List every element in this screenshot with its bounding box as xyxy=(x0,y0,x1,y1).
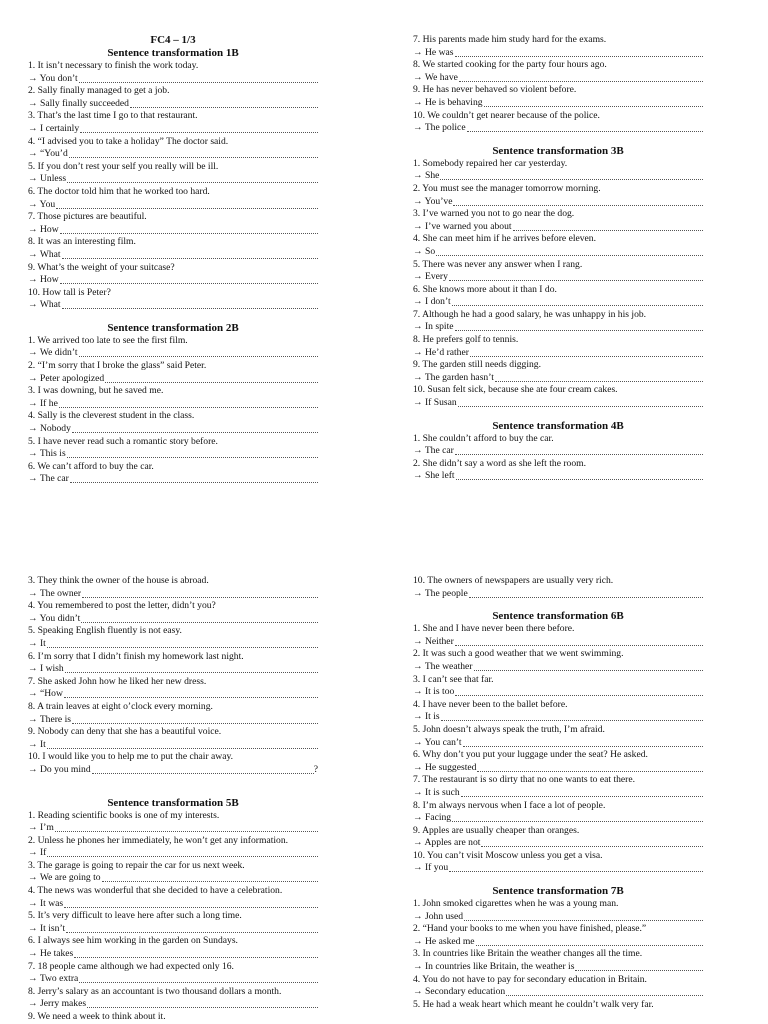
answer-end-mark: ? xyxy=(313,763,318,775)
answer-line xyxy=(28,613,318,626)
question-sentence: 9. Apples are usually cheaper than oranges. xyxy=(413,824,580,836)
answer-blank xyxy=(464,911,703,921)
answer-prompt: → Secondary education xyxy=(413,986,506,998)
spacer xyxy=(28,777,318,787)
answer-prompt: → It xyxy=(28,637,46,649)
question-sentence: 5. He had a weak heart which meant he couldn’t walk very far. xyxy=(413,998,654,1010)
answer-line xyxy=(28,224,318,237)
answer-blank xyxy=(474,661,704,671)
question-sentence: 10. You can’t visit Moscow unless you get a visa. xyxy=(413,849,603,861)
question-sentence: 1. Reading scientific books is one of my interests. xyxy=(28,809,220,821)
answer-blank xyxy=(513,221,703,231)
answer-line xyxy=(413,986,703,999)
question-sentence: 3. I can’t see that far. xyxy=(413,673,494,685)
question-sentence: 7. His parents made him study hard for the exams. xyxy=(413,34,607,45)
answer-prompt: → In countries like Britain, the weather is xyxy=(413,961,575,973)
answer-blank xyxy=(477,762,703,772)
answer-prompt: → Every xyxy=(413,271,448,283)
answer-line xyxy=(413,196,703,209)
answer-blank xyxy=(67,173,318,183)
answer-blank xyxy=(47,739,318,749)
answer-prompt: → You xyxy=(28,198,56,210)
answer-prompt: → John used xyxy=(413,910,464,922)
answer-prompt: → Apples are not xyxy=(413,837,481,849)
answer-prompt: → There is xyxy=(28,713,71,725)
answer-line xyxy=(28,688,318,701)
answer-line xyxy=(413,812,703,825)
answer-prompt: → “You’d xyxy=(28,148,68,160)
answer-blank xyxy=(72,423,318,433)
answer-line xyxy=(413,221,703,234)
question-sentence: 3. That’s the last time I go to that restaurant. xyxy=(28,110,198,122)
answer-line xyxy=(413,122,703,135)
question-sentence: 9. He has never behaved so violent before. xyxy=(413,84,577,96)
answer-blank xyxy=(461,787,703,797)
answer-blank xyxy=(79,347,318,357)
answer-blank xyxy=(92,764,314,774)
answer-prompt: → Facing xyxy=(413,812,452,824)
answer-blank xyxy=(80,123,318,133)
question-sentence: 5. I have never read such a romantic story before. xyxy=(28,435,218,447)
answer-line xyxy=(413,97,703,110)
question-sentence: 8. He prefers golf to tennis. xyxy=(413,334,519,346)
question-sentence: 8. Jerry’s salary as an accountant is two thousand dollars a month. xyxy=(28,985,282,997)
answer-blank xyxy=(440,170,703,180)
answer-prompt: → I don’t xyxy=(413,296,451,308)
answer-blank xyxy=(506,986,703,996)
answer-blank xyxy=(495,372,703,382)
answer-line xyxy=(28,822,318,835)
answer-line xyxy=(413,470,703,483)
answer-line xyxy=(28,148,318,161)
answer-blank xyxy=(62,249,318,259)
spacer xyxy=(413,875,703,885)
answer-prompt: → Sally finally succeeded xyxy=(28,97,129,109)
answer-line xyxy=(413,787,703,800)
answer-blank xyxy=(64,688,318,698)
question-sentence: 2. You must see the manager tomorrow morning. xyxy=(413,182,601,194)
answer-line xyxy=(28,663,318,676)
answer-line xyxy=(28,923,318,936)
answer-line xyxy=(413,837,703,850)
question-sentence: 2. Sally finally managed to get a job. xyxy=(28,85,170,97)
answer-blank xyxy=(56,199,318,209)
section-title: Sentence transformation 6B xyxy=(492,610,624,623)
answer-line xyxy=(28,398,318,411)
answer-prompt: → If he xyxy=(28,397,58,409)
answer-prompt: → What xyxy=(28,248,61,260)
answer-blank xyxy=(105,373,318,383)
answer-blank xyxy=(82,588,318,598)
answer-prompt: → I’ve warned you about xyxy=(413,220,512,232)
question-sentence: 4. Sally is the cleverest student in the class. xyxy=(28,410,195,422)
question-sentence: 6. The doctor told him that he worked too hard. xyxy=(28,185,210,197)
answer-line xyxy=(413,711,703,724)
question-sentence: 2. She didn’t say a word as she left the room. xyxy=(413,457,587,469)
answer-prompt: → You didn’t xyxy=(28,612,81,624)
answer-blank xyxy=(87,998,318,1008)
answer-line xyxy=(28,98,318,111)
answer-line xyxy=(413,347,703,360)
answer-prompt: → I’m xyxy=(28,822,54,834)
answer-blank xyxy=(65,663,318,673)
question-sentence: 10. I would like you to help me to put the chair away. xyxy=(28,751,234,763)
answer-line xyxy=(413,271,703,284)
answer-prompt: → If you xyxy=(413,862,449,874)
answer-line xyxy=(28,347,318,360)
answer-line xyxy=(413,636,703,649)
answer-line xyxy=(28,764,318,777)
answer-prompt: → The weather xyxy=(413,660,473,672)
answer-blank xyxy=(60,274,318,284)
answer-prompt: → The garden hasn’t xyxy=(413,371,494,383)
answer-prompt: → This is xyxy=(28,448,66,460)
answer-prompt: → Two extra xyxy=(28,973,79,985)
question-sentence: 7. 18 people came although we had expected only 16. xyxy=(28,960,234,972)
question-sentence: 7. The restaurant is so dirty that no one wants to eat there. xyxy=(413,774,636,786)
answer-line xyxy=(28,173,318,186)
question-sentence: 4. You do not have to pay for secondary education in Britain. xyxy=(413,973,647,985)
question-sentence: 1. We arrived too late to see the first film. xyxy=(28,334,188,346)
answer-prompt: → She xyxy=(413,170,440,182)
section-title: Sentence transformation 7B xyxy=(492,885,624,898)
question-sentence: 10. We couldn’t get nearer because of the police. xyxy=(413,109,600,121)
question-sentence: 2. “Hand your books to me when you have finished, please.” xyxy=(413,923,647,935)
question-sentence: 3. They think the owner of the house is abroad. xyxy=(28,575,209,586)
answer-line xyxy=(413,445,703,458)
answer-prompt: → The people xyxy=(413,587,468,599)
answer-prompt: → He was xyxy=(413,46,454,58)
answer-blank xyxy=(47,638,318,648)
answer-line xyxy=(413,47,703,60)
question-sentence: 1. Somebody repaired her car yesterday. xyxy=(413,157,568,169)
question-sentence: 9. We need a week to think about it. xyxy=(28,1011,166,1022)
answer-prompt: → She left xyxy=(413,470,455,482)
question-sentence: 8. A train leaves at eight o’clock every morning. xyxy=(28,700,213,712)
answer-line xyxy=(413,961,703,974)
answer-prompt: → It is such xyxy=(413,786,460,798)
answer-blank xyxy=(459,72,703,82)
answer-line xyxy=(28,274,318,287)
answer-blank xyxy=(481,837,703,847)
question-sentence: 3. In countries like Britain the weather changes all the time. xyxy=(413,948,643,960)
answer-prompt: → How xyxy=(28,274,59,286)
question-sentence: 9. Nobody can deny that she has a beautiful voice. xyxy=(28,726,222,738)
answer-prompt: → You can’t xyxy=(413,736,462,748)
answer-line xyxy=(28,199,318,212)
answer-blank xyxy=(575,961,703,971)
answer-line xyxy=(28,739,318,752)
question-sentence: 1. She and I have never been there before. xyxy=(413,623,575,635)
answer-blank xyxy=(452,296,703,306)
answer-line xyxy=(28,847,318,860)
answer-blank xyxy=(456,470,703,480)
answer-blank xyxy=(79,973,318,983)
answer-prompt: → Nobody xyxy=(28,423,71,435)
answer-line xyxy=(413,737,703,750)
section-title: Sentence transformation 1B xyxy=(107,47,239,59)
question-sentence: 4. I have never been to the ballet before. xyxy=(413,698,568,710)
answer-blank xyxy=(74,948,318,958)
spacer xyxy=(413,135,703,145)
answer-blank xyxy=(81,613,318,623)
question-sentence: 2. Unless he phones her immediately, he won’t get any information. xyxy=(28,834,289,846)
answer-prompt: → He’d rather xyxy=(413,346,469,358)
answer-line xyxy=(413,862,703,875)
question-sentence: 5. Speaking English fluently is not easy. xyxy=(28,625,182,637)
answer-blank xyxy=(452,812,703,822)
answer-prompt: → He takes xyxy=(28,948,74,960)
answer-blank xyxy=(70,473,318,483)
question-sentence: 9. The garden still needs digging. xyxy=(413,359,541,371)
answer-blank xyxy=(455,686,703,696)
question-sentence: 10. Susan felt sick, because she ate four cream cakes. xyxy=(413,384,618,396)
answer-blank xyxy=(469,588,703,598)
answer-blank xyxy=(463,737,703,747)
section-title: FC4 – 1/3 xyxy=(150,34,196,46)
answer-prompt: → The car xyxy=(28,473,69,485)
answer-prompt: → Peter apologized xyxy=(28,372,105,384)
answer-prompt: → You don’t xyxy=(28,72,78,84)
question-sentence: 7. Although he had a good salary, he was unhappy in his job. xyxy=(413,308,647,320)
answer-blank xyxy=(453,196,703,206)
answer-prompt: → Unless xyxy=(28,173,67,185)
spacer xyxy=(413,410,703,420)
question-sentence: 5. If you don’t rest your self you really will be ill. xyxy=(28,160,219,172)
question-sentence: 4. You remembered to post the letter, didn’t you? xyxy=(28,600,216,612)
worksheet-column-bl xyxy=(28,575,318,1024)
question-sentence: 6. She knows more about it than I do. xyxy=(413,283,557,295)
answer-line xyxy=(28,373,318,386)
question-sentence: 8. It was an interesting film. xyxy=(28,236,136,248)
answer-line xyxy=(413,686,703,699)
answer-line xyxy=(28,299,318,312)
question-sentence: 2. “I’m sorry that I broke the glass” said Peter. xyxy=(28,360,207,372)
answer-prompt: → We are going to xyxy=(28,872,101,884)
answer-prompt: → It xyxy=(28,738,46,750)
answer-line xyxy=(28,448,318,461)
answer-blank xyxy=(69,148,318,158)
answer-prompt: → So xyxy=(413,245,436,257)
question-sentence: 4. She can meet him if he arrives before eleven. xyxy=(413,233,597,245)
answer-line xyxy=(28,249,318,262)
answer-prompt: → He suggested xyxy=(413,761,477,773)
answer-prompt: → It was xyxy=(28,897,64,909)
question-sentence: 1. John smoked cigarettes when he was a young man. xyxy=(413,898,619,910)
answer-blank xyxy=(455,636,703,646)
answer-line xyxy=(413,911,703,924)
answer-blank xyxy=(79,73,318,83)
answer-blank xyxy=(102,872,318,882)
answer-line xyxy=(28,588,318,601)
question-sentence: 6. Why don’t you put your luggage under the seat? He asked. xyxy=(413,749,648,761)
answer-blank xyxy=(130,98,318,108)
answer-blank xyxy=(449,271,703,281)
answer-blank xyxy=(441,711,703,721)
answer-blank xyxy=(484,97,703,107)
answer-line xyxy=(413,661,703,674)
spacer xyxy=(413,600,703,610)
question-sentence: 10. The owners of newspapers are usually very rich. xyxy=(413,575,614,586)
answer-blank xyxy=(72,714,318,724)
answer-line xyxy=(28,473,318,486)
answer-prompt: → I certainly xyxy=(28,122,80,134)
question-sentence: 5. It’s very difficult to leave here after such a long time. xyxy=(28,910,242,922)
answer-blank xyxy=(458,397,703,407)
answer-blank xyxy=(62,299,318,309)
question-sentence: 3. The garage is going to repair the car for us next week. xyxy=(28,859,245,871)
answer-blank xyxy=(436,246,703,256)
answer-line xyxy=(28,638,318,651)
answer-prompt: → How xyxy=(28,223,59,235)
answer-line xyxy=(413,72,703,85)
answer-blank xyxy=(467,122,703,132)
answer-line xyxy=(28,898,318,911)
question-sentence: 1. She couldn’t afford to buy the car. xyxy=(413,432,554,444)
answer-blank xyxy=(64,898,318,908)
question-sentence: 6. I always see him working in the garden on Sundays. xyxy=(28,935,238,947)
answer-prompt: → The police xyxy=(413,122,466,134)
answer-prompt: → If xyxy=(28,847,47,859)
answer-prompt: → If Susan xyxy=(413,397,457,409)
answer-line xyxy=(413,296,703,309)
section-title: Sentence transformation 4B xyxy=(492,419,624,432)
answer-line xyxy=(413,246,703,259)
worksheet-column-tr xyxy=(413,34,703,483)
answer-line xyxy=(28,998,318,1011)
worksheet-column-tl xyxy=(28,34,318,486)
answer-prompt: → The car xyxy=(413,445,454,457)
answer-line xyxy=(413,321,703,334)
question-sentence: 10. How tall is Peter? xyxy=(28,286,111,298)
answer-blank xyxy=(476,936,703,946)
answer-prompt: → “How xyxy=(28,688,63,700)
answer-line xyxy=(28,948,318,961)
question-sentence: 3. I was downing, but he saved me. xyxy=(28,385,164,397)
answer-line xyxy=(413,170,703,183)
question-sentence: 8. I’m always nervous when I face a lot of people. xyxy=(413,799,606,811)
answer-line xyxy=(28,73,318,86)
answer-line xyxy=(413,372,703,385)
answer-blank xyxy=(60,224,318,234)
answer-prompt: → It is xyxy=(413,711,440,723)
question-sentence: 6. We can’t afford to buy the car. xyxy=(28,460,154,472)
answer-line xyxy=(413,588,703,601)
answer-line xyxy=(28,123,318,136)
answer-blank xyxy=(455,47,704,57)
question-sentence: 4. The news was wonderful that she decided to have a celebration. xyxy=(28,885,283,897)
answer-prompt: → Do you mind xyxy=(28,763,91,775)
answer-blank xyxy=(67,448,318,458)
answer-prompt: → It isn’t xyxy=(28,922,66,934)
section-title: Sentence transformation 2B xyxy=(107,321,239,334)
question-sentence: 6. I’m sorry that I didn’t finish my homework last night. xyxy=(28,650,244,662)
question-sentence: 3. I’ve warned you not to go near the dog. xyxy=(413,208,575,220)
answer-prompt: → We have xyxy=(413,71,458,83)
spacer xyxy=(28,787,318,797)
section-title: Sentence transformation 5B xyxy=(107,796,239,809)
answer-prompt: → I wish xyxy=(28,663,64,675)
question-sentence: 7. Those pictures are beautiful. xyxy=(28,211,147,223)
question-sentence: 5. There was never any answer when I rang. xyxy=(413,258,583,270)
question-sentence: 4. “I advised you to take a holiday” The doctor said. xyxy=(28,135,229,147)
answer-line xyxy=(413,397,703,410)
answer-line xyxy=(28,973,318,986)
answer-prompt: → Jerry makes xyxy=(28,998,87,1010)
answer-prompt: → He is behaving xyxy=(413,96,483,108)
answer-prompt: → We didn’t xyxy=(28,347,78,359)
answer-prompt: → It is too xyxy=(413,686,455,698)
answer-prompt: → In spite xyxy=(413,321,454,333)
answer-line xyxy=(413,936,703,949)
answer-line xyxy=(28,714,318,727)
question-sentence: 7. She asked John how he liked her new dress. xyxy=(28,675,207,687)
answer-prompt: → He asked me xyxy=(413,935,475,947)
spacer xyxy=(28,312,318,322)
question-sentence: 9. What’s the weight of your suitcase? xyxy=(28,261,175,273)
answer-line xyxy=(28,423,318,436)
answer-blank xyxy=(449,862,703,872)
answer-prompt: → You’ve xyxy=(413,195,453,207)
answer-line xyxy=(413,762,703,775)
worksheet-column-br xyxy=(413,575,703,1011)
answer-line xyxy=(28,872,318,885)
question-sentence: 8. We started cooking for the party four hours ago. xyxy=(413,59,607,71)
question-sentence: 2. It was such a good weather that we went swimming. xyxy=(413,648,624,660)
question-sentence: 1. It isn’t necessary to finish the work today. xyxy=(28,60,199,71)
answer-blank xyxy=(59,398,318,408)
answer-blank xyxy=(470,347,703,357)
answer-prompt: → Neither xyxy=(413,635,454,647)
answer-blank xyxy=(455,445,703,455)
answer-blank xyxy=(47,847,318,857)
section-title: Sentence transformation 3B xyxy=(492,144,624,157)
answer-prompt: → What xyxy=(28,299,61,311)
answer-blank xyxy=(455,321,703,331)
answer-prompt: → The owner xyxy=(28,587,82,599)
question-sentence: 5. John doesn’t always speak the truth, I’m afraid. xyxy=(413,723,605,735)
answer-blank xyxy=(66,923,318,933)
answer-blank xyxy=(55,822,318,832)
